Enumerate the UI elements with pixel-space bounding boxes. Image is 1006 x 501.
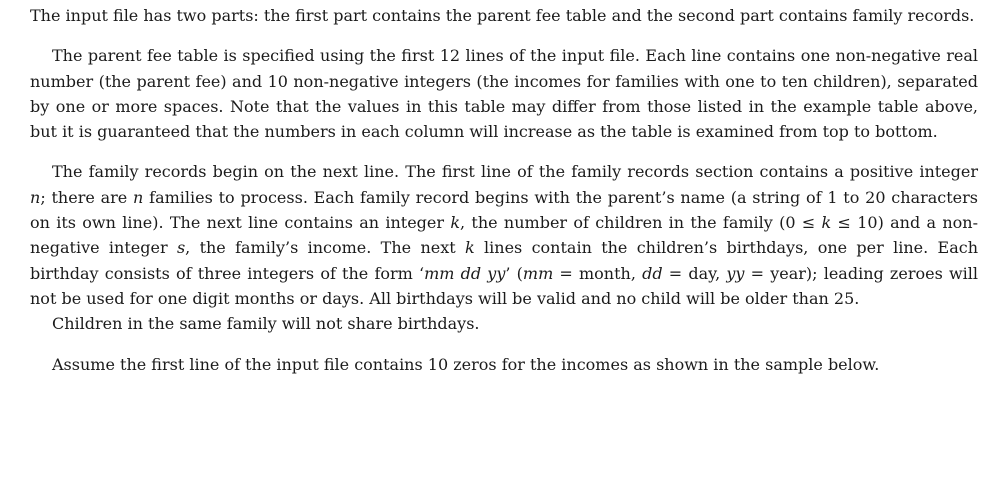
paragraph-family-records bbox=[30, 159, 978, 311]
paragraph-shared-birthdays-note bbox=[30, 311, 978, 336]
math-variable: k bbox=[450, 213, 461, 233]
text-run: = month, bbox=[553, 263, 643, 283]
text-run: , the number of children in the family (0 ≤ bbox=[460, 213, 822, 233]
math-variable: n bbox=[30, 187, 41, 207]
math-variable: k bbox=[821, 213, 832, 233]
math-variable: s bbox=[176, 238, 186, 258]
math-variable: n bbox=[133, 187, 144, 207]
paragraph-parent-fee-table bbox=[30, 43, 978, 144]
math-variable: mm dd yy bbox=[424, 263, 506, 283]
text-run: Children in the same family will not share birthdays. bbox=[52, 314, 480, 334]
text-run: ; there are bbox=[40, 187, 134, 207]
paragraph-assume-first-line bbox=[30, 352, 978, 377]
text-run: The family records begin on the next line. The first line of the family records section contains a positive integer bbox=[52, 162, 978, 182]
text-run: ’ ( bbox=[505, 263, 523, 283]
math-variable: k bbox=[465, 238, 475, 258]
math-variable: yy bbox=[726, 263, 745, 283]
text-run: = year); leading zeroes will not be used for one digit months or days. All birthdays will be valid and no child will be older than 25. bbox=[30, 263, 979, 308]
text-run: Assume the first line of the input file contains 10 zeros for the incomes as shown in the sample below. bbox=[52, 354, 880, 374]
text-run: families to process. Each family record begins with the parent’s name (a string of 1 to 20 characters on its own line). The next line contains an integer bbox=[30, 187, 979, 233]
text-run: The input file has two parts: the first part contains the parent fee table and the second part contains family records. bbox=[30, 6, 975, 25]
math-variable: dd bbox=[642, 263, 663, 283]
text-run: ≤ 10) and a non-negative integer bbox=[30, 213, 978, 258]
paragraph-intro bbox=[30, 3, 978, 28]
text-run: The parent fee table is specified using the first 12 lines of the input file. Each line contains one non-negative real number (the parent fee) and 10 non-negative integers (the incomes for families with one to ten children), separated by one or more spaces. Note that the values in this table may differ from those listed in the example table above, but it is guaranteed that the numbers in each column will increase as the table is examined from top to bottom. bbox=[30, 46, 978, 142]
math-variable: mm bbox=[522, 263, 554, 283]
text-run: , the family’s income. The next bbox=[185, 238, 466, 258]
text-run: lines contain the children’s birthdays, one per line. Each birthday consists of three integers of the form ‘ bbox=[30, 238, 979, 283]
text-run: = day, bbox=[662, 263, 727, 283]
